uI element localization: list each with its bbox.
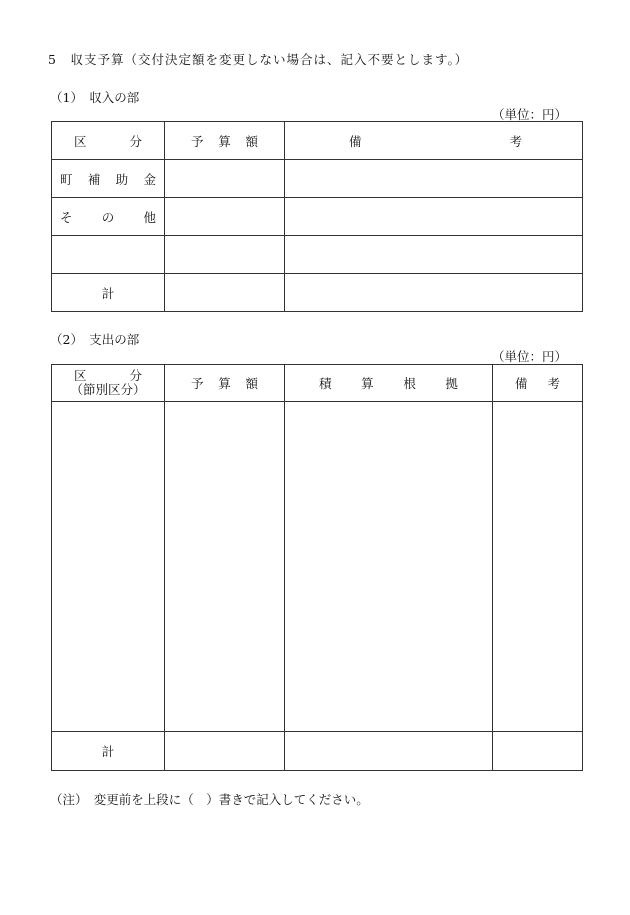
income-unit-label: （単位：円） [491,107,567,122]
income-row-label-blank[interactable] [52,236,165,274]
income-header-yosan: 予 算 額 [165,122,285,160]
table-row [52,236,583,274]
expense-unit-label: （単位：円） [491,349,567,364]
income-row-label-other: そ の 他 [52,198,165,236]
table-row [52,198,583,236]
expense-total-basis[interactable] [285,732,493,771]
expense-table [51,364,583,771]
income-total-label: 計 [52,274,165,312]
income-row-label-subsidy: 町 補 助 金 [52,160,165,198]
expense-kubun-cell[interactable] [52,402,165,732]
expense-remarks-cell[interactable] [493,402,583,732]
expense-total-amount[interactable] [165,732,285,771]
expense-section-title: （2） 支出の部 [50,332,140,347]
expense-header-yosan: 予 算 額 [165,365,285,402]
income-amount-cell[interactable] [165,160,285,198]
section-title: 5 収支予算（交付決定額を変更しない場合は、記入不要とします。） [48,52,469,67]
footnote: （注） 変更前を上段に（ ）書きで記入してください。 [50,792,369,807]
expense-total-row [52,732,583,771]
income-table [51,121,583,312]
expense-header-row [52,365,583,402]
income-total-amount[interactable] [165,274,285,312]
income-section-title: （1） 収入の部 [50,90,140,105]
expense-header-kubun-sub: （節別区分） [70,382,146,397]
income-header-biko: 備 考 [285,122,583,160]
table-row [52,160,583,198]
income-total-row [52,274,583,312]
income-remarks-cell[interactable] [285,160,583,198]
expense-header-kubun: 区 分 （節別区分） [52,365,165,402]
income-total-remarks[interactable] [285,274,583,312]
expense-header-biko: 備 考 [493,365,583,402]
income-remarks-cell[interactable] [285,236,583,274]
expense-basis-cell[interactable] [285,402,493,732]
table-row [52,402,583,732]
expense-header-konkyo: 積 算 根 拠 [285,365,493,402]
income-amount-cell[interactable] [165,198,285,236]
income-amount-cell[interactable] [165,236,285,274]
expense-total-label: 計 [52,732,165,771]
income-remarks-cell[interactable] [285,198,583,236]
expense-total-remarks[interactable] [493,732,583,771]
income-header-row [52,122,583,160]
income-header-kubun: 区 分 [52,122,165,160]
expense-amount-cell[interactable] [165,402,285,732]
